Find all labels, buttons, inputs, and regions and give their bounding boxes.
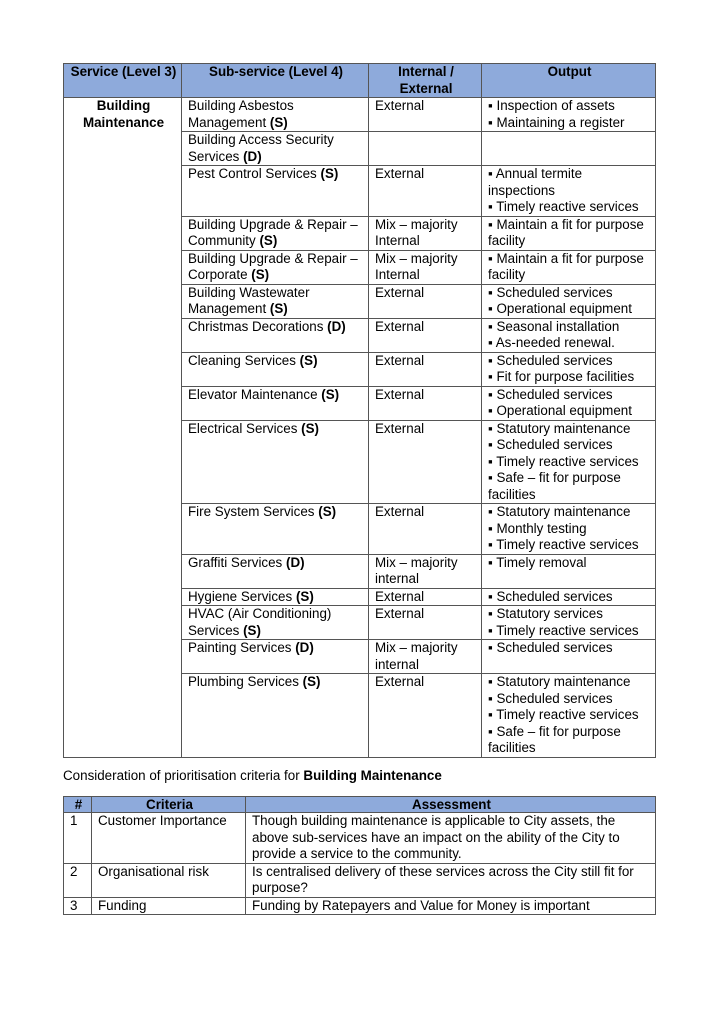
output-item: ▪ Timely reactive services — [488, 537, 639, 552]
output-item: ▪ Timely reactive services — [488, 199, 639, 214]
sub-service-tag: (S) — [320, 166, 339, 181]
output-item: ▪ Seasonal installation — [488, 318, 620, 334]
criteria-name-cell: Organisational risk — [92, 863, 246, 897]
sub-service-tag: (S) — [302, 674, 321, 689]
output-item: ▪ Operational equipment — [488, 403, 632, 418]
output-item: ▪ Fit for purpose facilities — [488, 369, 635, 384]
output-cell — [482, 386, 656, 420]
output-item: ▪ Scheduled services — [488, 386, 613, 402]
output-item: ▪ Scheduled services — [488, 588, 613, 604]
table-row — [64, 897, 656, 915]
internal-external-cell: External — [369, 386, 482, 420]
sub-service-tag: (S) — [269, 301, 288, 316]
sub-service-name: Cleaning Services — [188, 352, 296, 368]
prioritisation-intro-bold: Building Maintenance — [303, 768, 442, 783]
output-cell — [482, 318, 656, 352]
table-row — [64, 813, 656, 864]
sub-service-cell — [182, 420, 369, 504]
criteria-name-cell: Customer Importance — [92, 813, 246, 864]
output-item: ▪ Safe – fit for purpose facilities — [488, 723, 621, 755]
internal-external-cell: External — [369, 352, 482, 386]
prioritisation-intro: Consideration of prioritisation criteria for — [63, 768, 304, 783]
output-item: ▪ Annual termite inspections — [488, 166, 583, 198]
sub-service-tag: (S) — [251, 267, 270, 282]
sub-service-name: Electrical Services — [188, 420, 298, 436]
header-output: Output — [482, 64, 656, 98]
sub-service-name: Christmas Decorations — [188, 318, 324, 334]
sub-service-tag: (D) — [286, 554, 305, 570]
output-cell — [482, 554, 656, 588]
internal-external-cell: External — [369, 674, 482, 758]
output-cell — [482, 98, 656, 132]
sub-service-name: Plumbing Services — [188, 674, 299, 689]
sub-service-cell — [182, 166, 369, 217]
sub-service-cell — [182, 640, 369, 674]
sub-service-cell — [182, 352, 369, 386]
output-item: ▪ Statutory services — [488, 606, 603, 621]
sub-service-name: Elevator Maintenance — [188, 386, 318, 402]
criteria-name-cell: Funding — [92, 897, 246, 915]
criteria-table-body — [64, 813, 656, 915]
sub-service-name: Hygiene Services — [188, 588, 293, 604]
internal-external-cell: External — [369, 588, 482, 606]
output-item: ▪ Monthly testing — [488, 520, 587, 536]
sub-service-tag: (D) — [327, 318, 346, 334]
assessment-cell: Funding by Ratepayers and Value for Money is important — [246, 897, 656, 915]
header-service-level3: Service (Level 3) — [64, 64, 182, 98]
prioritisation-heading — [63, 768, 442, 784]
output-item: ▪ Operational equipment — [488, 301, 632, 316]
output-cell — [482, 216, 656, 250]
output-item: ▪ Safe – fit for purpose facilities — [488, 470, 621, 502]
internal-external-cell: Mix – majority Internal — [369, 216, 482, 250]
header-sub-service-level4: Sub-service (Level 4) — [182, 64, 369, 98]
sub-service-cell — [182, 250, 369, 284]
internal-external-cell: Mix – majority internal — [369, 554, 482, 588]
internal-external-cell: Mix – majority Internal — [369, 250, 482, 284]
assessment-cell: Is centralised delivery of these services across the City still fit for purpose? — [246, 863, 656, 897]
sub-service-tag: (S) — [321, 386, 340, 402]
sub-service-name: Painting Services — [188, 640, 292, 655]
internal-external-cell — [369, 132, 482, 166]
sub-service-name: Building Wastewater Management — [188, 284, 310, 316]
criteria-table — [63, 796, 656, 915]
sub-service-cell — [182, 98, 369, 132]
output-cell — [482, 284, 656, 318]
sub-service-cell — [182, 504, 369, 555]
header-internal-external: Internal / External — [369, 64, 482, 98]
criteria-number-cell: 3 — [64, 897, 92, 915]
output-item: ▪ Statutory maintenance — [488, 674, 631, 689]
sub-service-name: Building Upgrade & Repair – Community — [188, 216, 358, 248]
internal-external-cell: External — [369, 98, 482, 132]
sub-service-cell — [182, 284, 369, 318]
sub-service-name: Building Access Security Services — [188, 132, 334, 164]
internal-external-cell: External — [369, 606, 482, 640]
assessment-cell: Though building maintenance is applicable to City assets, the above sub-services have an impact on the ability of the City to provide a service to the community. — [246, 813, 656, 864]
sub-service-cell — [182, 216, 369, 250]
sub-service-cell — [182, 318, 369, 352]
output-item: ▪ Statutory maintenance — [488, 420, 631, 436]
service-table-body — [64, 98, 656, 758]
output-item: ▪ As-needed renewal. — [488, 335, 615, 350]
internal-external-cell: Mix – majority internal — [369, 640, 482, 674]
sub-service-tag: (S) — [295, 588, 314, 604]
sub-service-tag: (S) — [301, 420, 319, 436]
sub-service-cell — [182, 386, 369, 420]
service-table — [63, 63, 656, 758]
internal-external-cell: External — [369, 420, 482, 504]
output-item: ▪ Scheduled services — [488, 690, 613, 706]
internal-external-cell: External — [369, 284, 482, 318]
sub-service-name: Pest Control Services — [188, 166, 317, 181]
header-assessment: Assessment — [246, 797, 656, 813]
output-item: ▪ Inspection of assets — [488, 98, 615, 113]
output-cell — [482, 588, 656, 606]
output-cell — [482, 166, 656, 217]
output-item: ▪ Maintaining a register — [488, 114, 625, 130]
output-item: ▪ Statutory maintenance — [488, 504, 631, 519]
internal-external-cell: External — [369, 318, 482, 352]
header-criteria: Criteria — [92, 797, 246, 813]
sub-service-cell — [182, 132, 369, 166]
output-cell — [482, 640, 656, 674]
table-row — [64, 863, 656, 897]
output-cell — [482, 250, 656, 284]
criteria-number-cell: 1 — [64, 813, 92, 864]
sub-service-tag: (S) — [318, 504, 337, 519]
output-cell — [482, 504, 656, 555]
output-item: ▪ Maintain a fit for purpose facility — [488, 216, 644, 248]
output-cell — [482, 606, 656, 640]
sub-service-cell — [182, 606, 369, 640]
output-item: ▪ Maintain a fit for purpose facility — [488, 250, 644, 282]
output-item: ▪ Scheduled services — [488, 284, 613, 300]
internal-external-cell: External — [369, 166, 482, 217]
header-number: # — [64, 797, 92, 813]
internal-external-cell: External — [369, 504, 482, 555]
sub-service-tag: (D) — [243, 148, 262, 164]
service-level3-cell: Building Maintenance — [64, 98, 182, 758]
sub-service-tag: (S) — [259, 233, 278, 248]
criteria-table-header-row — [64, 797, 656, 813]
sub-service-tag: (S) — [243, 622, 261, 638]
output-cell — [482, 132, 656, 166]
sub-service-name: Building Upgrade & Repair – Corporate — [188, 250, 358, 282]
sub-service-cell — [182, 554, 369, 588]
output-cell — [482, 352, 656, 386]
output-item: ▪ Scheduled services — [488, 640, 613, 655]
output-item: ▪ Timely removal — [488, 554, 587, 570]
sub-service-tag: (D) — [295, 640, 314, 655]
table-row — [64, 98, 656, 132]
output-item: ▪ Timely reactive services — [488, 453, 639, 469]
sub-service-name: Graffiti Services — [188, 554, 283, 570]
output-cell — [482, 674, 656, 758]
output-item: ▪ Scheduled services — [488, 437, 613, 452]
output-cell — [482, 420, 656, 504]
sub-service-tag: (S) — [269, 114, 288, 130]
sub-service-name: Fire System Services — [188, 504, 315, 519]
output-item: ▪ Timely reactive services — [488, 622, 639, 638]
output-item: ▪ Scheduled services — [488, 352, 613, 368]
sub-service-cell — [182, 588, 369, 606]
sub-service-name: Building Asbestos Management — [188, 98, 294, 130]
criteria-number-cell: 2 — [64, 863, 92, 897]
service-table-header-row — [64, 64, 656, 98]
sub-service-name: HVAC (Air Conditioning) Services — [188, 606, 332, 638]
sub-service-cell — [182, 674, 369, 758]
output-item: ▪ Timely reactive services — [488, 707, 639, 722]
sub-service-tag: (S) — [299, 352, 318, 368]
